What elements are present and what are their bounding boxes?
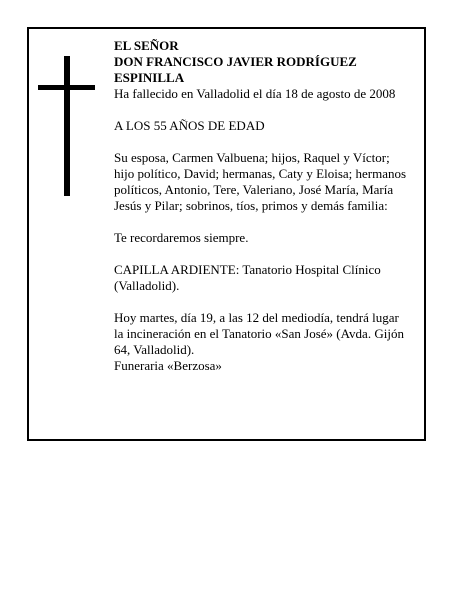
chapel-line-1: CAPILLA ARDIENTE: Tanatorio Hospital Clínico [114,262,381,277]
age-line: A LOS 55 AÑOS DE EDAD [114,118,265,133]
cross-icon [64,56,70,196]
family-line-4: Jesús y Pilar; sobrinos, tíos, primos y demás familia: [114,198,388,213]
family-line-3: políticos, Antonio, Tere, Valeriano, José María, María [114,182,394,197]
title-line-2: DON FRANCISCO JAVIER RODRÍGUEZ [114,54,357,69]
funeral-home: Funeraria «Berzosa» [114,358,222,373]
service-line-1: Hoy martes, día 19, a las 12 del mediodía, tendrá lugar [114,310,399,325]
service-line-3: 64, Valladolid). [114,342,195,357]
family-line-1: Su esposa, Carmen Valbuena; hijos, Raquel y Víctor; [114,150,390,165]
chapel-line-2: (Valladolid). [114,278,180,293]
remember-line: Te recordaremos siempre. [114,230,249,245]
service-line-2: la incineración en el Tanatorio «San José» (Avda. Gijón [114,326,404,341]
death-line: Ha fallecido en Valladolid el día 18 de agosto de 2008 [114,86,396,101]
family-line-2: hijo político, David; hermanas, Caty y Eloisa; hermanos [114,166,407,181]
obituary-text [114,38,424,374]
title-line-1: EL SEÑOR [114,38,179,53]
title-line-3: ESPINILLA [114,70,185,85]
cross-icon-bar [38,85,95,90]
